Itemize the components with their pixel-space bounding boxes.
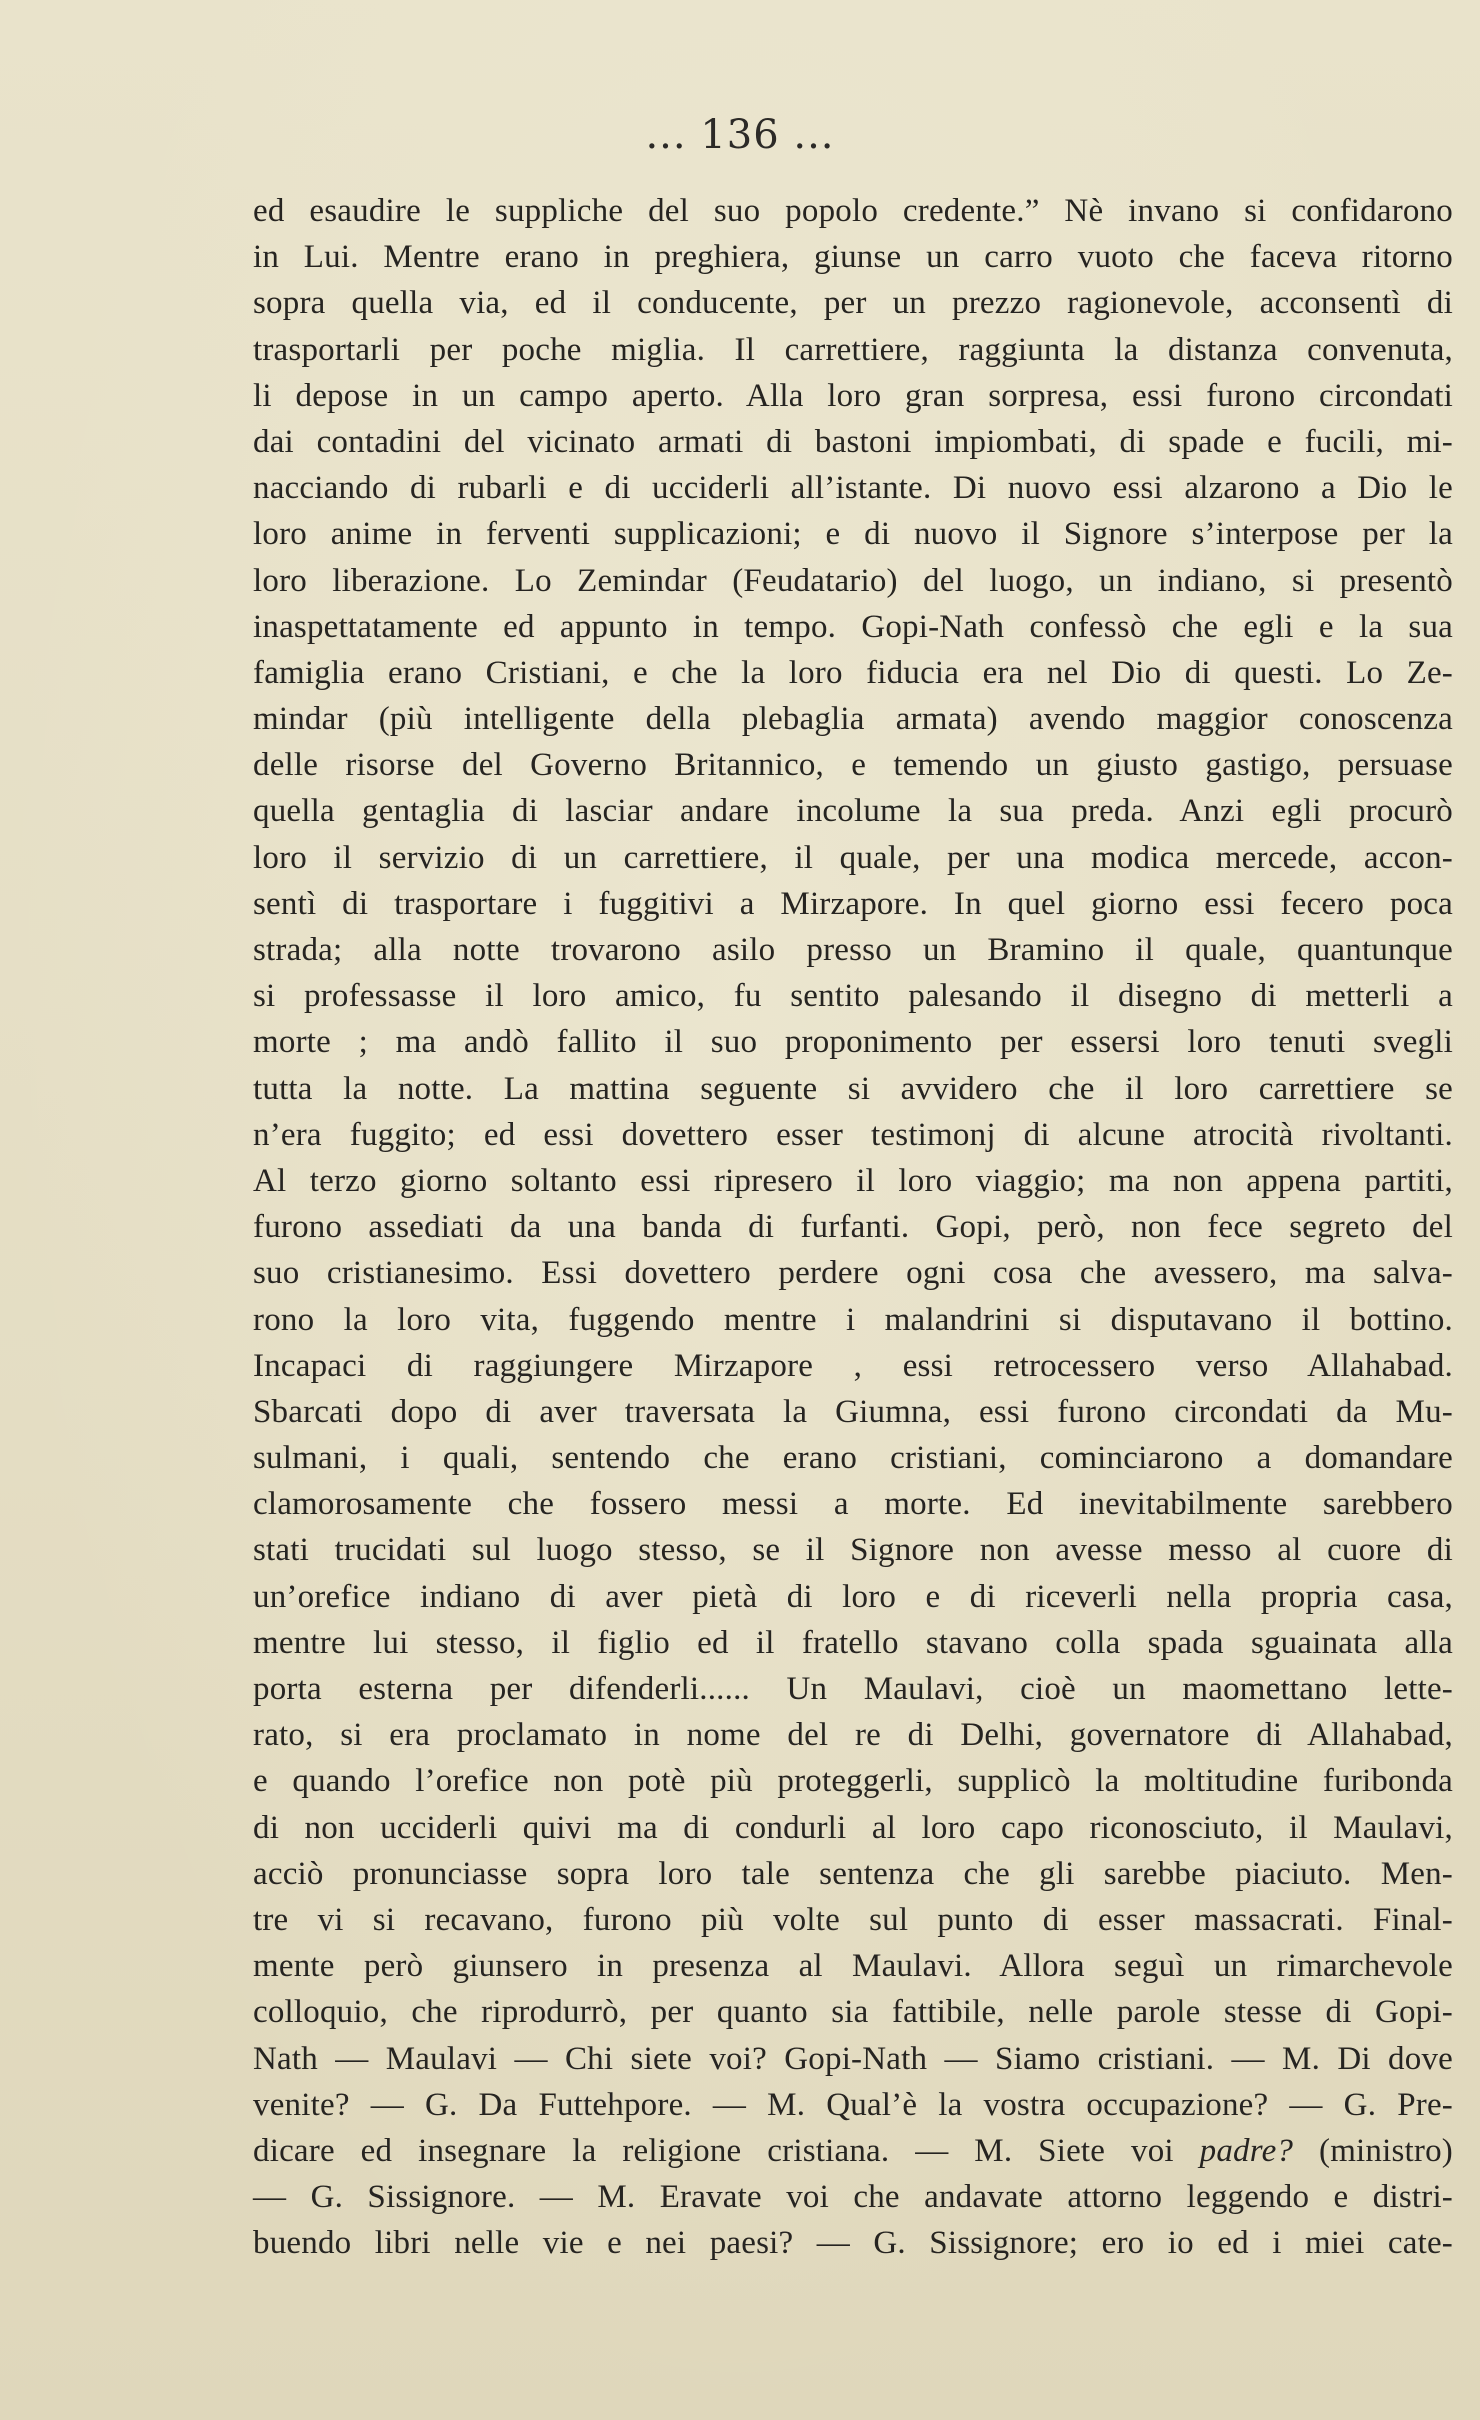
text-line: Incapaci di raggiungere Mirzapore , essi retrocessero verso Allahabad. [253,1347,1453,1384]
text-line: sopra quella via, ed il conducente, per un prezzo ragionevole, acconsentì di [253,285,1453,322]
text-line: mentre lui stesso, il figlio ed il fratello stavano colla spada sguainata alla [253,1624,1453,1661]
text-line: Sbarcati dopo di aver traversata la Giumna, essi furono circondati da Mu- [253,1393,1453,1430]
text-line: tre vi si recavano, furono più volte sul punto di esser massacrati. Final- [253,1901,1453,1938]
text-line: rono la loro vita, fuggendo mentre i malandrini si disputavano il bottino. [253,1301,1453,1338]
text-line: loro liberazione. Lo Zemindar (Feudatario) del luogo, un indiano, si presentò [253,562,1453,599]
text-span: (ministro) [1293,2132,1453,2169]
text-line: sulmani, i quali, sentendo che erano cristiani, cominciarono a domandare [253,1440,1453,1477]
text-line: n’era fuggito; ed essi dovettero esser testimonj di alcune atrocità rivoltanti. [253,1116,1453,1153]
page-number: ... 136 ... [645,112,835,158]
italic-word: padre? [1199,2132,1294,2169]
text-line: mindar (più intelligente della plebaglia armata) avendo maggior conoscenza [253,701,1453,738]
text-line: buendo libri nelle vie e nei paesi? — G. Sissignore; ero io ed i miei cate- [253,2225,1453,2262]
text-line: loro il servizio di un carrettiere, il quale, per una modica mercede, accon- [253,839,1453,876]
text-line: acciò pronunciasse sopra loro tale sentenza che gli sarebbe piaciuto. Men- [253,1855,1453,1892]
text-line: stati trucidati sul luogo stesso, se il Signore non avesse messo al cuore di [253,1532,1453,1569]
text-line: porta esterna per difenderli...... Un Maulavi, cioè un maomettano lette- [253,1671,1453,1707]
text-line [253,2128,1453,2174]
text-line: quella gentaglia di lasciar andare incolume la sua preda. Anzi egli procurò [253,793,1453,830]
text-line: di non ucciderli quivi ma di condurli al loro capo riconosciuto, il Maulavi, [253,1809,1453,1846]
text-line: dai contadini del vicinato armati di bastoni impiombati, di spade e fucili, mi- [253,423,1453,460]
text-line: colloquio, che riprodurrò, per quanto sia fattibile, nelle parole stesse di Gopi- [253,1994,1453,2031]
text-line: Al terzo giorno soltanto essi ripresero il loro viaggio; ma non appena partiti, [253,1162,1453,1199]
text-span: dicare ed insegnare la religione cristiana. — M. Siete voi [253,2132,1200,2169]
text-line: mente però giunsero in presenza al Maulavi. Allora seguì un rimarchevole [253,1948,1453,1985]
body-text [253,188,1453,2266]
text-line: tutta la notte. La mattina seguente si avvidero che il loro carrettiere se [253,1070,1453,1107]
text-line: sentì di trasportare i fuggitivi a Mirzapore. In quel giorno essi fecero poca [253,885,1453,922]
text-line: e quando l’orefice non potè più proteggerli, supplicò la moltitudine furibonda [253,1763,1453,1800]
text-line: ed esaudire le suppliche del suo popolo credente.” Nè invano si confidarono [253,193,1453,229]
text-line: furono assediati da una banda di furfanti. Gopi, però, non fece segreto del [253,1209,1453,1246]
text-line: famiglia erano Cristiani, e che la loro fiducia era nel Dio di questi. Lo Ze- [253,654,1453,691]
text-line: si professasse il loro amico, fu sentito palesando il disegno di metterli a [253,978,1453,1015]
text-line: li depose in un campo aperto. Alla loro gran sorpresa, essi furono circondati [253,377,1453,414]
text-line: morte ; ma andò fallito il suo proponimento per essersi loro tenuti svegli [253,1024,1453,1061]
text-line: suo cristianesimo. Essi dovettero perdere ogni cosa che avessero, ma salva- [253,1255,1453,1292]
text-line: strada; alla notte trovarono asilo presso un Bramino il quale, quantunque [253,932,1453,968]
text-line: inaspettatamente ed appunto in tempo. Gopi-Nath confessò che egli e la sua [253,608,1453,645]
text-line: delle risorse del Governo Britannico, e temendo un giusto gastigo, persuase [253,747,1453,784]
text-line: trasportarli per poche miglia. Il carrettiere, raggiunta la distanza convenuta, [253,331,1453,368]
text-line: venite? — G. Da Futtehpore. — M. Qual’è la vostra occupazione? — G. Pre- [253,2086,1453,2123]
text-line: rato, si era proclamato in nome del re di Delhi, governatore di Allahabad, [253,1717,1453,1754]
text-line: in Lui. Mentre erano in preghiera, giunse un carro vuoto che faceva ritorno [253,239,1453,276]
text-line: clamorosamente che fossero messi a morte. Ed inevitabilmente sarebbero [253,1486,1453,1523]
text-line: loro anime in ferventi supplicazioni; e di nuovo il Signore s’interpose per la [253,516,1453,553]
text-line: nacciando di rubarli e di ucciderli all’istante. Di nuovo essi alzarono a Dio le [253,470,1453,507]
text-line: — G. Sissignore. — M. Eravate voi che andavate attorno leggendo e distri- [253,2179,1453,2216]
text-line: Nath — Maulavi — Chi siete voi? Gopi-Nath — Siamo cristiani. — M. Di dove [253,2040,1453,2077]
text-line: un’orefice indiano di aver pietà di loro e di riceverli nella propria casa, [253,1578,1453,1615]
